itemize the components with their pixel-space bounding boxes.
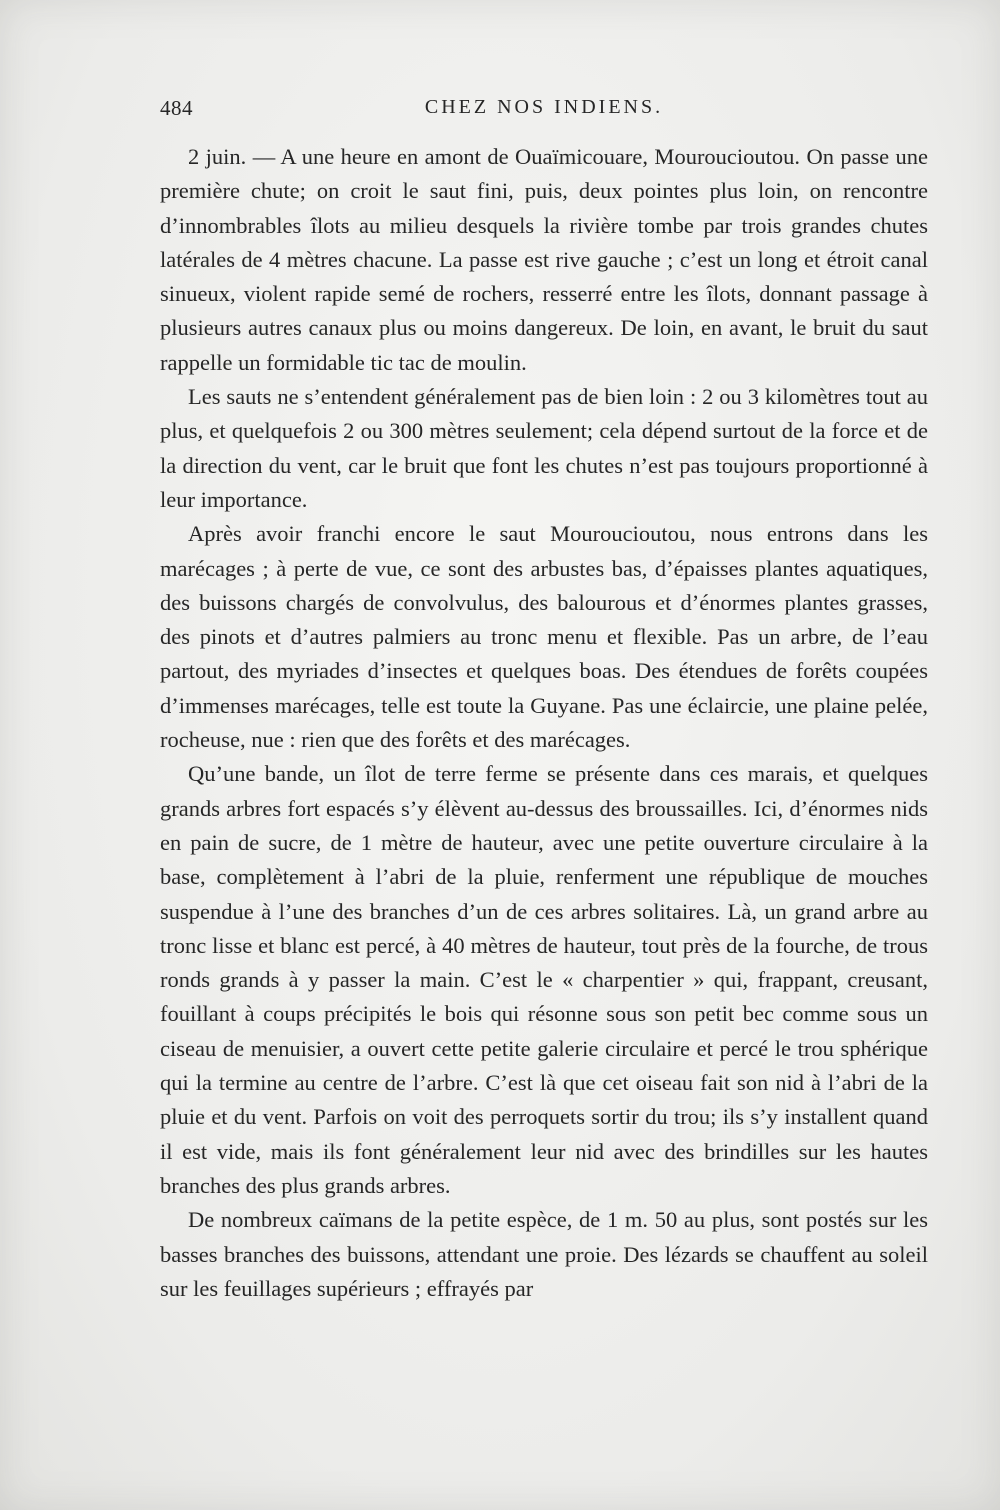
page-number: 484 xyxy=(160,96,193,120)
paragraph: Après avoir franchi encore le saut Mouroucioutou, nous entrons dans les marécages ; à perte de vue, ce sont des arbustes bas, d’épaisses plantes aquatiques, des buissons chargés de convolvulus, des balourous et d’énormes plantes grasses, des pinots et d’autres palmiers au tronc menu et flexible. Pas un arbre, de l’eau partout, des myriades d’insectes et quelques boas. Des étendues de forêts coupées d’immenses marécages, telle est toute la Guyane. Pas une éclaircie, une plaine pelée, rocheuse, nue : rien que des forêts et des marécages. xyxy=(160,521,928,753)
paragraph: Les sauts ne s’entendent généralement pas de bien loin : 2 ou 3 kilomètres tout au plus, et quelquefois 2 ou 300 mètres seulement; cela dépend surtout de la force et de la direction du vent, car le bruit que font les chutes n’est pas toujours proportionné à leur importance. xyxy=(160,384,928,512)
page-header xyxy=(160,96,928,126)
running-title: CHEZ NOS INDIENS. xyxy=(424,96,664,118)
body-text xyxy=(160,140,928,1306)
paragraph: Qu’une bande, un îlot de terre ferme se présente dans ces marais, et quelques grands arbres fort espacés s’y élèvent au-dessus des broussailles. Ici, d’énormes nids en pain de sucre, de 1 mètre de hauteur, avec une petite ouverture circulaire à la base, complètement à l’abri de la pluie, renferment une république de mouches suspendue à l’une des branches d’un de ces arbres solitaires. Là, un grand arbre au tronc lisse et blanc est percé, à 40 mètres de hauteur, tout près de la fourche, de trous ronds grands à y passer la main. C’est le « charpentier » qui, frappant, creusant, fouillant à coups précipités le bois qui résonne sous son petit bec comme sous un ciseau de menuisier, a ouvert cette petite galerie circulaire et percé le trou sphérique qui la termine au centre de l’arbre. C’est là que cet oiseau fait son nid à l’abri de la pluie et du vent. Parfois on voit des perroquets sortir du trou; ils s’y installent quand il est vide, mais ils font généralement leur nid avec des brindilles sur les hautes branches des plus grands arbres. xyxy=(160,761,928,1198)
paragraph: 2 juin. — A une heure en amont de Ouaïmicouare, Mouroucioutou. On passe une première chute; on croit le saut fini, puis, deux pointes plus loin, on rencontre d’innombrables îlots au milieu desquels la rivière tombe par trois grandes chutes latérales de 4 mètres chacune. La passe est rive gauche ; c’est un long et étroit canal sinueux, violent rapide semé de rochers, resserré entre les îlots, donnant passage à plusieurs autres canaux plus ou moins dangereux. De loin, en avant, le bruit du saut rappelle un formidable tic tac de moulin. xyxy=(160,144,928,375)
paragraph: De nombreux caïmans de la petite espèce, de 1 m. 50 au plus, sont postés sur les basses branches des buissons, attendant une proie. Des lézards se chauffent au soleil sur les feuillages supérieurs ; effrayés par xyxy=(160,1207,928,1301)
